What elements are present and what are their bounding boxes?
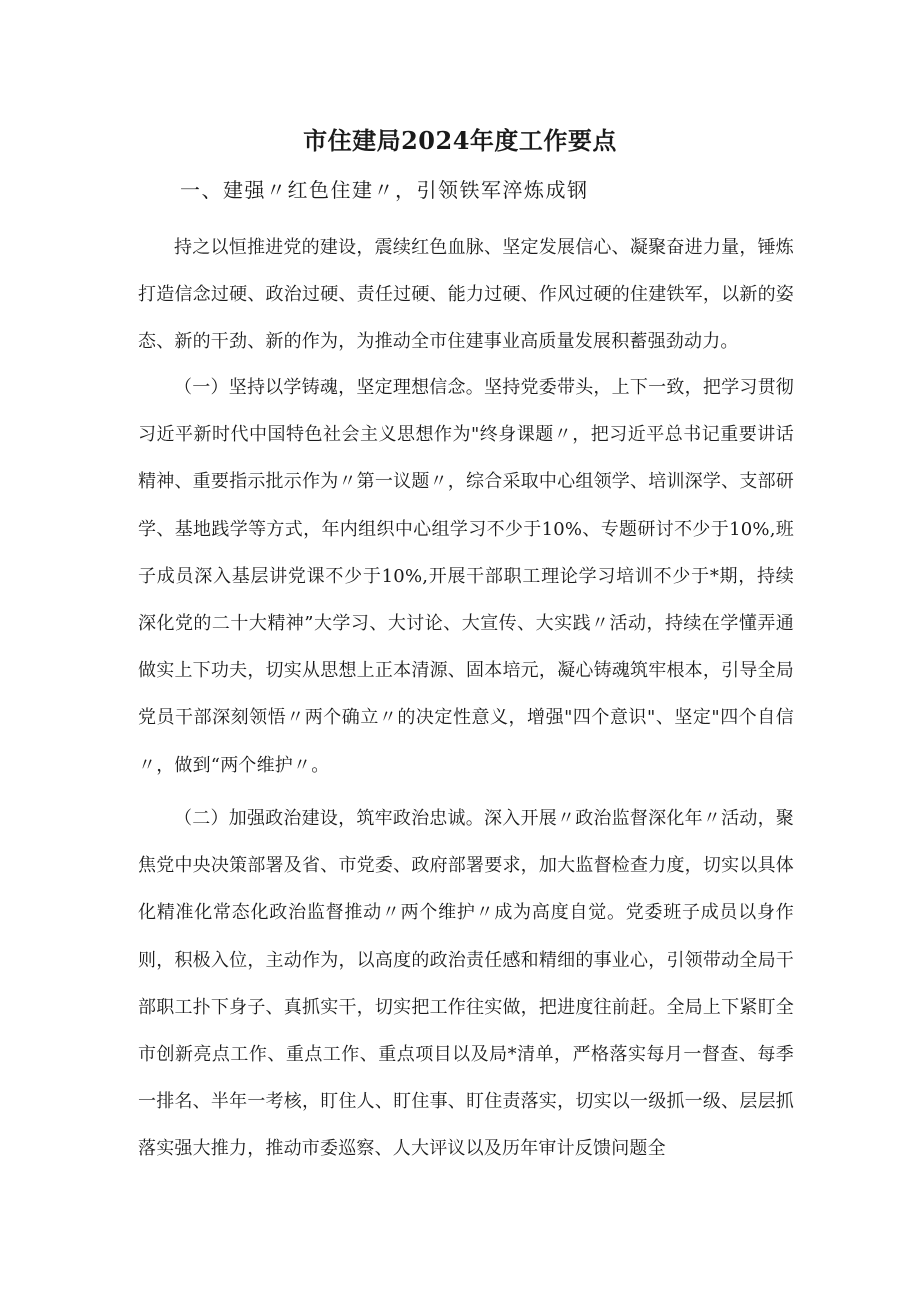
paragraph-politics: （二）加强政治建设，筑牢政治忠诚。深入开展〃政治监督深化年〃活动，聚焦党中央决策部署及省、市党委、政府部署要求，加大监督检查力度，切实以具体化精准化常态化政治监督推动〃两个维护〃成为高度自觉。党委班子成员以身作则，积极入位，主动作为，以高度的政治责任感和精细的事业心，引领带动全局干部职工扑下身子、真抓实干，切实把工作往实做，把进度往前赶。全局上下紧盯全市创新亮点工作、重点工作、重点项目以及局*清单，严格落实每月一督查、每季一排名、半年一考核，盯住人、盯住事、盯住责落实，切实以一级抓一级、层层抓落实强大推力，推动市委巡察、人大评议以及历年审计反馈问题全: [138, 808, 794, 1160]
document-title: 市住建局2024年度工作要点: [303, 126, 617, 155]
paragraph-study: （一）坚持以学铸魂，坚定理想信念。坚持党委带头，上下一致，把学习贯彻习近平新时代中国特色社会主义思想作为"终身课题〃，把习近平总书记重要讲话精神、重要指示批示作为〃第一议题〃，综合采取中心组领学、培训深学、支部研学、基地践学等方式，年内组织中心组学习不少于10%、专题研讨不少于10%,班子成员深入基层讲党课不少于10%,开展干部职工理论学习培训不少于*期，持续深化党的二十大精神”大学习、大讨论、大宣传、大实践〃活动，持续在学懂弄通做实上下功夫，切实从思想上正本清源、固本培元，凝心铸魂筑牢根本，引导全局党员干部深刻领悟〃两个确立〃的决定性意义，增强"四个意识"、坚定"四个自信〃，做到“两个维护〃。: [138, 377, 794, 776]
section-heading: 一、建强〃红色住建〃，引领铁军淬炼成钢: [180, 178, 589, 202]
paragraph-intro: 持之以恒推进党的建设，震续红色血脉、坚定发展信心、凝聚奋进力量，锤炼打造信念过硬、政治过硬、责任过硬、能力过硬、作风过硬的住建铁军，以新的姿态、新的干劲、新的作为，为推动全市住建事业高质量发展积蓄强劲动力。: [138, 237, 794, 353]
